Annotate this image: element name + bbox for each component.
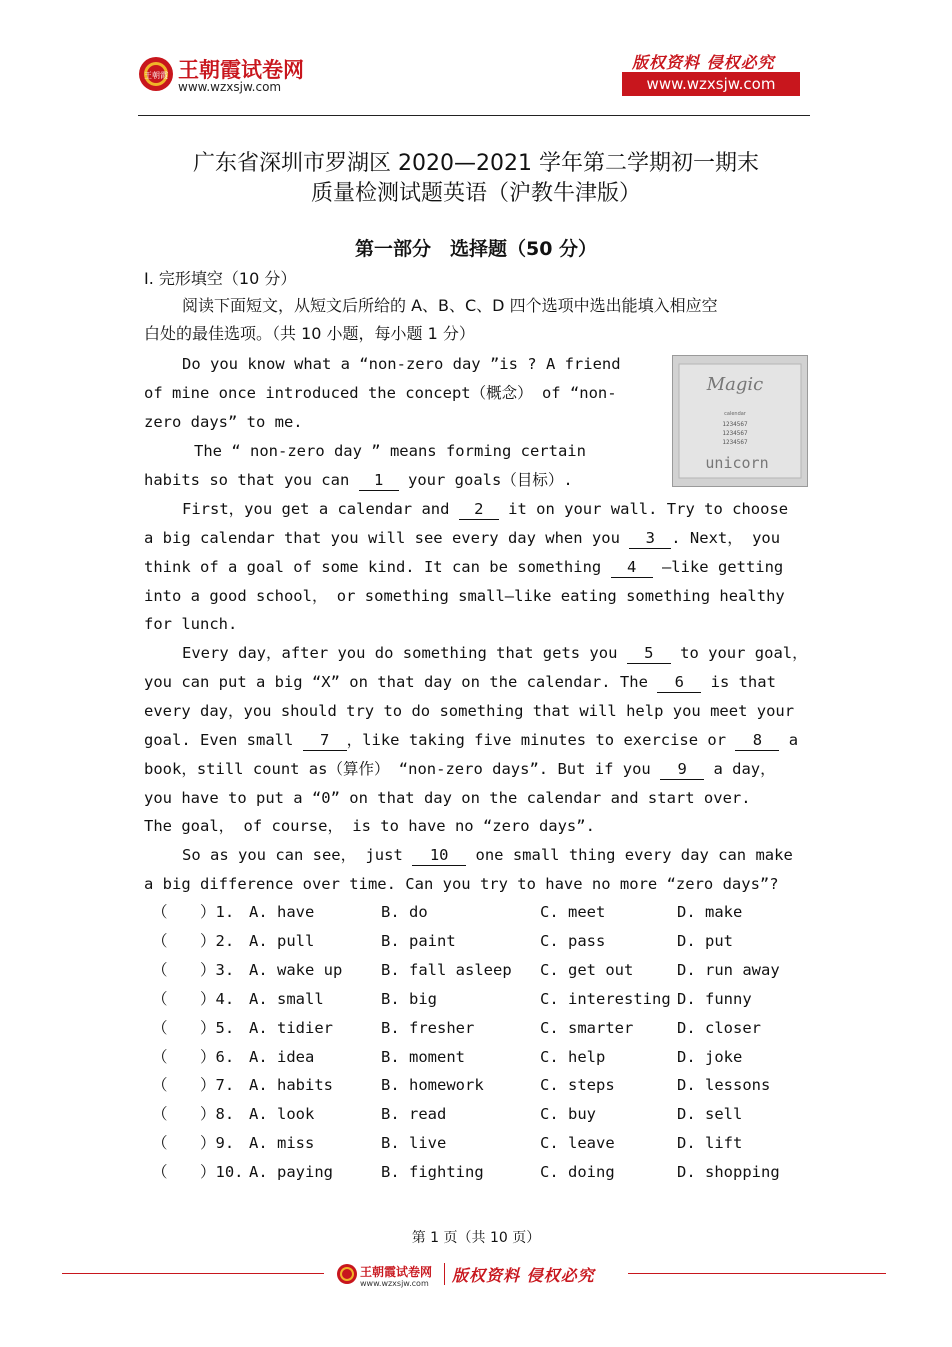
calendar-row-1: 1234567 (722, 421, 748, 428)
part-heading: 第一部分 选择题（50 分） (354, 238, 598, 260)
magic-word: Magic (706, 374, 764, 395)
blank-1[interactable]: 1 (359, 470, 399, 491)
option-c: C. get out (540, 960, 634, 979)
passage-line: you can put a big “X” on that day on the calendar. The 6 is that (144, 673, 776, 691)
answer-bracket[interactable]: （ (152, 1047, 168, 1066)
option-c: C. buy (540, 1105, 596, 1124)
question-number: ）7. (200, 1076, 235, 1095)
answer-bracket[interactable]: （ (152, 903, 168, 921)
option-b: B. do (381, 903, 428, 921)
answer-bracket[interactable]: （ (152, 960, 168, 979)
option-b: B. big (381, 989, 437, 1008)
question-number: ）5. (200, 1018, 235, 1037)
option-b: B. homework (381, 1076, 484, 1095)
option-a: A. small (249, 989, 324, 1008)
calendar-label: calendar (724, 411, 746, 417)
option-a: A. tidier (249, 1018, 333, 1037)
passage-line: every day，you should try to do something that will help you meet your (144, 702, 795, 720)
page-number: 第 1 页（共 10 页） (411, 1230, 541, 1246)
footer-logo (336, 1263, 358, 1285)
option-c: C. help (540, 1047, 606, 1066)
blank-9[interactable]: 9 (660, 759, 704, 780)
option-d: D. lift (677, 1134, 743, 1153)
passage-line: think of a goal of some kind. It can be something 4 —like getting (144, 558, 784, 576)
option-a: A. miss (249, 1134, 315, 1153)
option-a: A. look (249, 1105, 315, 1124)
footer-url[interactable]: www.wzxsjw.com (360, 1279, 429, 1288)
option-a: A. pull (249, 931, 315, 950)
section-heading: Ⅰ. 完形填空（10 分） (144, 269, 297, 288)
option-c: C. leave (540, 1134, 615, 1153)
option-b: B. moment (381, 1047, 465, 1066)
option-a: A. idea (249, 1047, 315, 1066)
answer-bracket[interactable]: （ (152, 931, 168, 950)
question-number: ）9. (200, 1134, 235, 1153)
question-number: ）1. (200, 903, 235, 921)
option-b: B. live (381, 1134, 447, 1153)
option-c: C. pass (540, 931, 606, 950)
answer-bracket[interactable]: （ (152, 1134, 168, 1153)
brand-logo (138, 56, 174, 92)
passage-line: into a good school， or something small—like eating something healthy (144, 587, 785, 605)
logo-text: 王朝霞 (144, 71, 168, 80)
option-d: D. sell (677, 1105, 743, 1124)
blank-2[interactable]: 2 (459, 499, 499, 520)
footer-rule-right (628, 1273, 886, 1274)
calendar-row-2: 1234567 (722, 430, 748, 437)
passage-line: The goal， of course， is to have no “zero days”. (144, 817, 595, 835)
passage-line: First，you get a calendar and 2 it on your wall. Try to choose (182, 500, 789, 518)
passage-line: Do you know what a “non-zero day ”is ? A friend (182, 355, 621, 373)
option-d: D. put (677, 931, 733, 950)
option-d: D. shopping (677, 1163, 780, 1182)
option-b: B. fresher (381, 1018, 475, 1037)
answer-bracket[interactable]: （ (152, 1018, 168, 1037)
passage-line: a big calendar that you will see every day when you 3 . Next， you (144, 529, 781, 547)
option-b: B. fall asleep (381, 960, 512, 979)
question-number: ）8. (200, 1105, 235, 1124)
copyright-url[interactable]: www.wzxsjw.com (622, 72, 800, 96)
exam-title-line2: 质量检测试题英语（沪教牛津版） (310, 181, 641, 206)
option-d: D. funny (677, 989, 752, 1008)
unicorn-word: unicorn (705, 454, 769, 472)
blank-6[interactable]: 6 (657, 672, 701, 693)
calendar-row-3: 1234567 (722, 439, 748, 446)
option-c: C. smarter (540, 1018, 634, 1037)
option-d: D. lessons (677, 1076, 771, 1095)
option-a: A. have (249, 903, 315, 921)
answer-bracket[interactable]: （ (152, 1076, 168, 1095)
blank-10[interactable]: 10 (412, 845, 466, 866)
option-d: D. run away (677, 960, 780, 979)
option-c: C. meet (540, 903, 606, 921)
blank-8[interactable]: 8 (735, 730, 779, 751)
passage-line: for lunch. (144, 615, 238, 633)
brand-name: 王朝霞试卷网 (178, 58, 304, 82)
copyright-slogan: 版权资料 侵权必究 (632, 53, 775, 72)
footer-brand: 王朝霞试卷网 (360, 1265, 433, 1279)
option-b: B. paint (381, 931, 456, 950)
exam-title-line1: 广东省深圳市罗湖区 2020—2021 学年第二学期初一期末 (193, 151, 759, 176)
question-number: ）4. (200, 989, 235, 1008)
option-d: D. joke (677, 1047, 743, 1066)
instruction-line2: 白处的最佳选项。（共 10 小题，每小题 1 分） (144, 324, 475, 343)
header-divider (138, 115, 810, 116)
question-number: ）6. (200, 1047, 235, 1066)
question-number: ）3. (200, 960, 235, 979)
question-number: ）2. (200, 931, 235, 950)
footer-slogan: 版权资料 侵权必究 (452, 1266, 595, 1285)
answer-bracket[interactable]: （ (152, 1105, 168, 1124)
question-number: ）10. (200, 1163, 244, 1182)
passage-line: of mine once introduced the concept（概念） of “non- (144, 384, 617, 402)
footer-rule-left (62, 1273, 324, 1274)
answer-bracket[interactable]: （ (152, 1163, 168, 1182)
instruction-line1: 阅读下面短文，从短文后所给的 A、B、C、D 四个选项中选出能填入相应空 (182, 296, 718, 315)
option-c: C. doing (540, 1163, 615, 1182)
option-a: A. paying (249, 1163, 333, 1182)
blank-7[interactable]: 7 (303, 730, 347, 751)
passage-line: you have to put a “0” on that day on the calendar and start over. (144, 789, 751, 807)
option-a: A. wake up (249, 960, 343, 979)
option-d: D. make (677, 903, 743, 921)
passage-line: zero days” to me. (144, 413, 303, 431)
passage-line: The “ non-zero day ” means forming certain (194, 442, 586, 460)
passage-line: habits so that you can 1 your goals（目标）. (144, 471, 573, 489)
passage-line: goal. Even small 7 ，like taking five minutes to exercise or 8 a (144, 731, 799, 749)
answer-bracket[interactable]: （ (152, 989, 168, 1008)
footer-separator (444, 1263, 445, 1285)
passage-line: a big difference over time. Can you try to have no more “zero days”? (144, 875, 779, 893)
brand-url[interactable]: www.wzxsjw.com (178, 80, 282, 94)
passage-line: Every day，after you do something that gets you 5 to your goal， (182, 644, 808, 662)
blank-5[interactable]: 5 (627, 643, 671, 664)
calendar-photo (672, 355, 808, 487)
option-d: D. closer (677, 1018, 761, 1037)
blank-4[interactable]: 4 (611, 557, 653, 578)
option-b: B. fighting (381, 1163, 484, 1182)
option-a: A. habits (249, 1076, 333, 1095)
passage-line: So as you can see， just 10 one small thing every day can make (182, 846, 793, 864)
option-c: C. steps (540, 1076, 615, 1095)
blank-3[interactable]: 3 (629, 528, 671, 549)
option-c: C. interesting (540, 989, 671, 1008)
option-b: B. read (381, 1105, 447, 1124)
passage-line: book，still count as（算作） “non-zero days”. But if you 9 a day， (144, 760, 776, 778)
